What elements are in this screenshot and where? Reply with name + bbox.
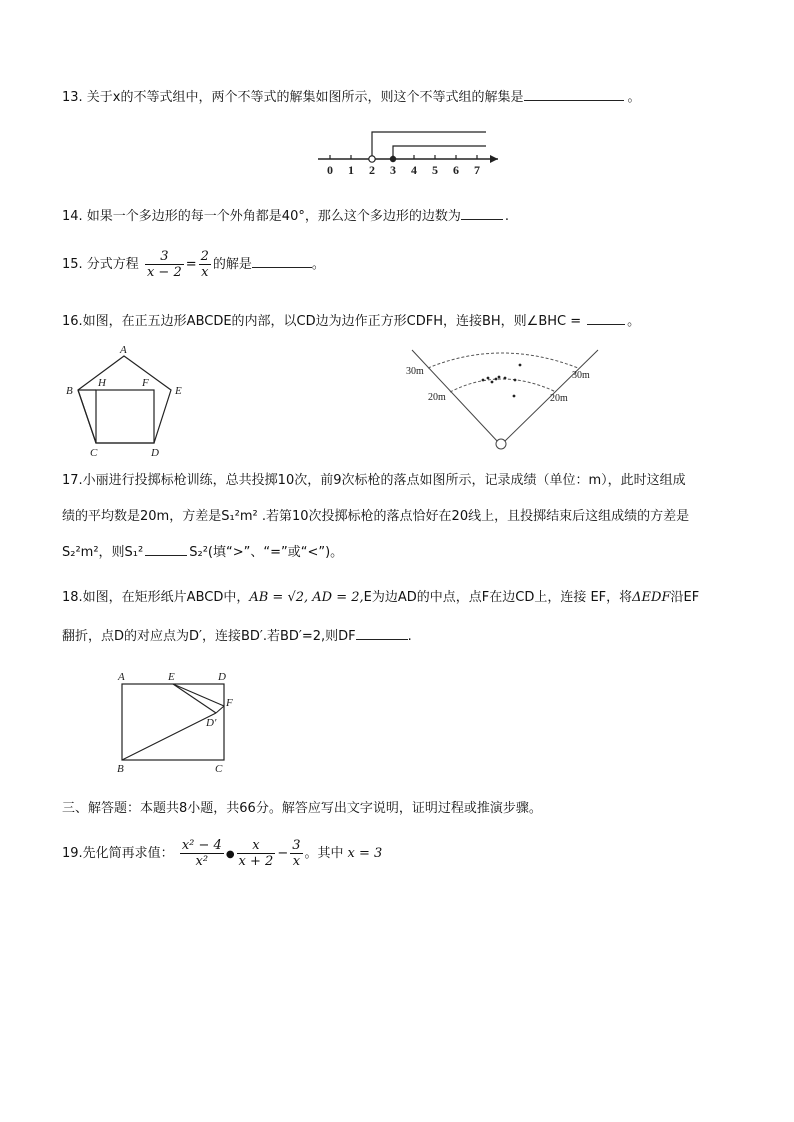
label-c: C	[215, 763, 223, 775]
q19-f3-num: 3	[292, 838, 301, 853]
q14-tail: .	[504, 209, 509, 224]
label-right-30m: 30m	[572, 370, 590, 381]
axis-arrow	[490, 155, 498, 163]
q19-dot: ●	[225, 849, 235, 860]
q14-text: 14. 如果一个多边形的每一个外角都是40°，那么这个多边形的边数为	[62, 209, 461, 224]
label-c: C	[90, 447, 98, 459]
q15-eq: =	[185, 257, 197, 272]
label-h: H	[98, 377, 106, 389]
q15-rhs-num: 2	[200, 249, 209, 264]
label-f: F	[142, 377, 149, 389]
q19-fraction-2	[237, 838, 276, 869]
landing-points	[482, 364, 522, 398]
q15-tail: 。	[311, 257, 325, 272]
section-3-heading	[62, 800, 542, 818]
q13-tail: 。	[627, 90, 641, 105]
throw-circle	[496, 439, 506, 449]
q15-answer-blank[interactable]	[252, 255, 312, 268]
q16-text: 16.如图，在正五边形ABCDE的内部，以CD边为边作正方形CDFH，连接BH，则∠BHC =	[62, 314, 582, 329]
label-e: E	[168, 671, 175, 683]
tick-label-2: 2	[369, 163, 375, 177]
q13-text: 13. 关于x的不等式组中，两个不等式的解集如图所示，则这个不等式组的解集是	[62, 90, 524, 105]
q18-suffix: 沿EF	[670, 590, 700, 605]
q17-line-3b: S₂²(填“>”、“=”或“<”)。	[189, 545, 344, 560]
label-right-20m: 20m	[550, 393, 568, 404]
q15-lhs-fraction	[145, 249, 184, 280]
label-a: A	[118, 671, 125, 683]
q15-suffix: 的解是	[212, 257, 252, 272]
q19-fraction-3	[290, 838, 302, 869]
q17-line-3a: S₂²m²，则S₁²	[62, 545, 144, 560]
segment-fd-prime	[216, 706, 224, 713]
q19-condition: x = 3	[347, 846, 383, 861]
q19-fraction-1	[180, 838, 224, 869]
question-14	[62, 207, 509, 226]
q18-prefix: 18.如图，在矩形纸片ABCD中，	[62, 590, 250, 605]
open-point	[369, 156, 375, 162]
question-17-line-3	[62, 543, 343, 562]
question-16	[62, 312, 640, 331]
tick-label-4: 4	[411, 163, 417, 177]
closed-point	[390, 156, 396, 162]
javelin-figure	[398, 344, 608, 456]
q17-answer-blank[interactable]	[145, 543, 187, 556]
question-15	[62, 248, 325, 282]
pentagon-figure	[62, 342, 192, 460]
left-boundary	[412, 350, 498, 442]
segment-bc	[78, 390, 96, 443]
question-19	[62, 834, 382, 875]
tick-label-3: 3	[390, 163, 396, 177]
section-3-text: 三、解答题：本题共8小题，共66分。解答应写出文字说明，证明过程或推演步骤。	[62, 801, 542, 816]
q17-line-2: 绩的平均数是20m，方差是S₁²m² .若第10次投掷标枪的落点恰好在20线上，且投掷结束后这组成绩的方差是	[62, 509, 690, 524]
rectangle-figure	[112, 670, 242, 776]
question-17-line-1	[62, 472, 686, 490]
q19-minus: −	[277, 846, 289, 861]
q14-answer-blank[interactable]	[461, 207, 503, 220]
q19-f1-num: x² − 4	[181, 838, 222, 853]
question-18-line-2	[62, 627, 412, 646]
tick-label-1: 1	[348, 163, 354, 177]
question-18-line-1	[62, 589, 699, 607]
label-d-prime: D′	[206, 717, 217, 729]
q19-f2-den: x + 2	[238, 854, 274, 869]
ray-from-3	[393, 146, 486, 158]
label-d: D	[151, 447, 159, 459]
q18-mid: E为边AD的中点，点F在边CD上，连接 EF，将	[363, 590, 633, 605]
label-b: B	[66, 385, 73, 397]
tick-label-6: 6	[453, 163, 459, 177]
q15-lhs-num: 3	[160, 249, 169, 264]
ray-from-2	[372, 132, 486, 158]
segment-bd-prime	[122, 713, 216, 760]
label-a: A	[120, 344, 127, 356]
q16-tail: 。	[627, 314, 641, 329]
label-left-30m: 30m	[406, 366, 424, 377]
square-cdfh	[96, 390, 154, 443]
q19-f1-den: x²	[180, 853, 224, 869]
q18-line-2: 翻折，点D的对应点为D′，连接BD′.若BD′=2,则DF	[62, 629, 356, 644]
q16-answer-blank[interactable]	[587, 312, 625, 325]
segment-ef	[173, 684, 224, 706]
q19-f3-den: x	[290, 853, 302, 869]
tick-label-5: 5	[432, 163, 438, 177]
q19-f2-num: x	[252, 838, 260, 853]
q15-lhs-den: x − 2	[146, 265, 182, 280]
q19-suffix: 。其中	[304, 846, 344, 861]
label-f: F	[226, 697, 233, 709]
question-13	[62, 88, 641, 107]
q17-line-1: 17.小丽进行投掷标枪训练，总共投掷10次，前9次标枪的落点如图所示，记录成绩（单位：m），此时这组成	[62, 473, 686, 488]
q18-answer-blank[interactable]	[356, 627, 408, 640]
q19-prefix: 19.先化简再求值：	[62, 846, 174, 861]
segment-ed-prime	[173, 684, 216, 713]
q18-triangle: ΔEDF	[632, 590, 671, 605]
q18-tail: .	[407, 629, 412, 644]
q18-math: AB = √2, AD = 2,	[249, 590, 364, 605]
question-17-line-2	[62, 508, 689, 526]
q15-rhs-fraction	[199, 249, 211, 280]
tick-label-7: 7	[474, 163, 480, 177]
number-line-figure	[310, 124, 510, 180]
label-e: E	[175, 385, 182, 397]
q15-prefix: 15. 分式方程	[62, 257, 139, 272]
tick-label-0: 0	[327, 163, 333, 177]
label-b: B	[117, 763, 124, 775]
arc-20m	[450, 379, 556, 392]
arc-30m	[428, 353, 578, 368]
q13-answer-blank[interactable]	[524, 88, 624, 101]
label-d: D	[218, 671, 226, 683]
label-left-20m: 20m	[428, 392, 446, 403]
q15-rhs-den: x	[199, 264, 211, 280]
